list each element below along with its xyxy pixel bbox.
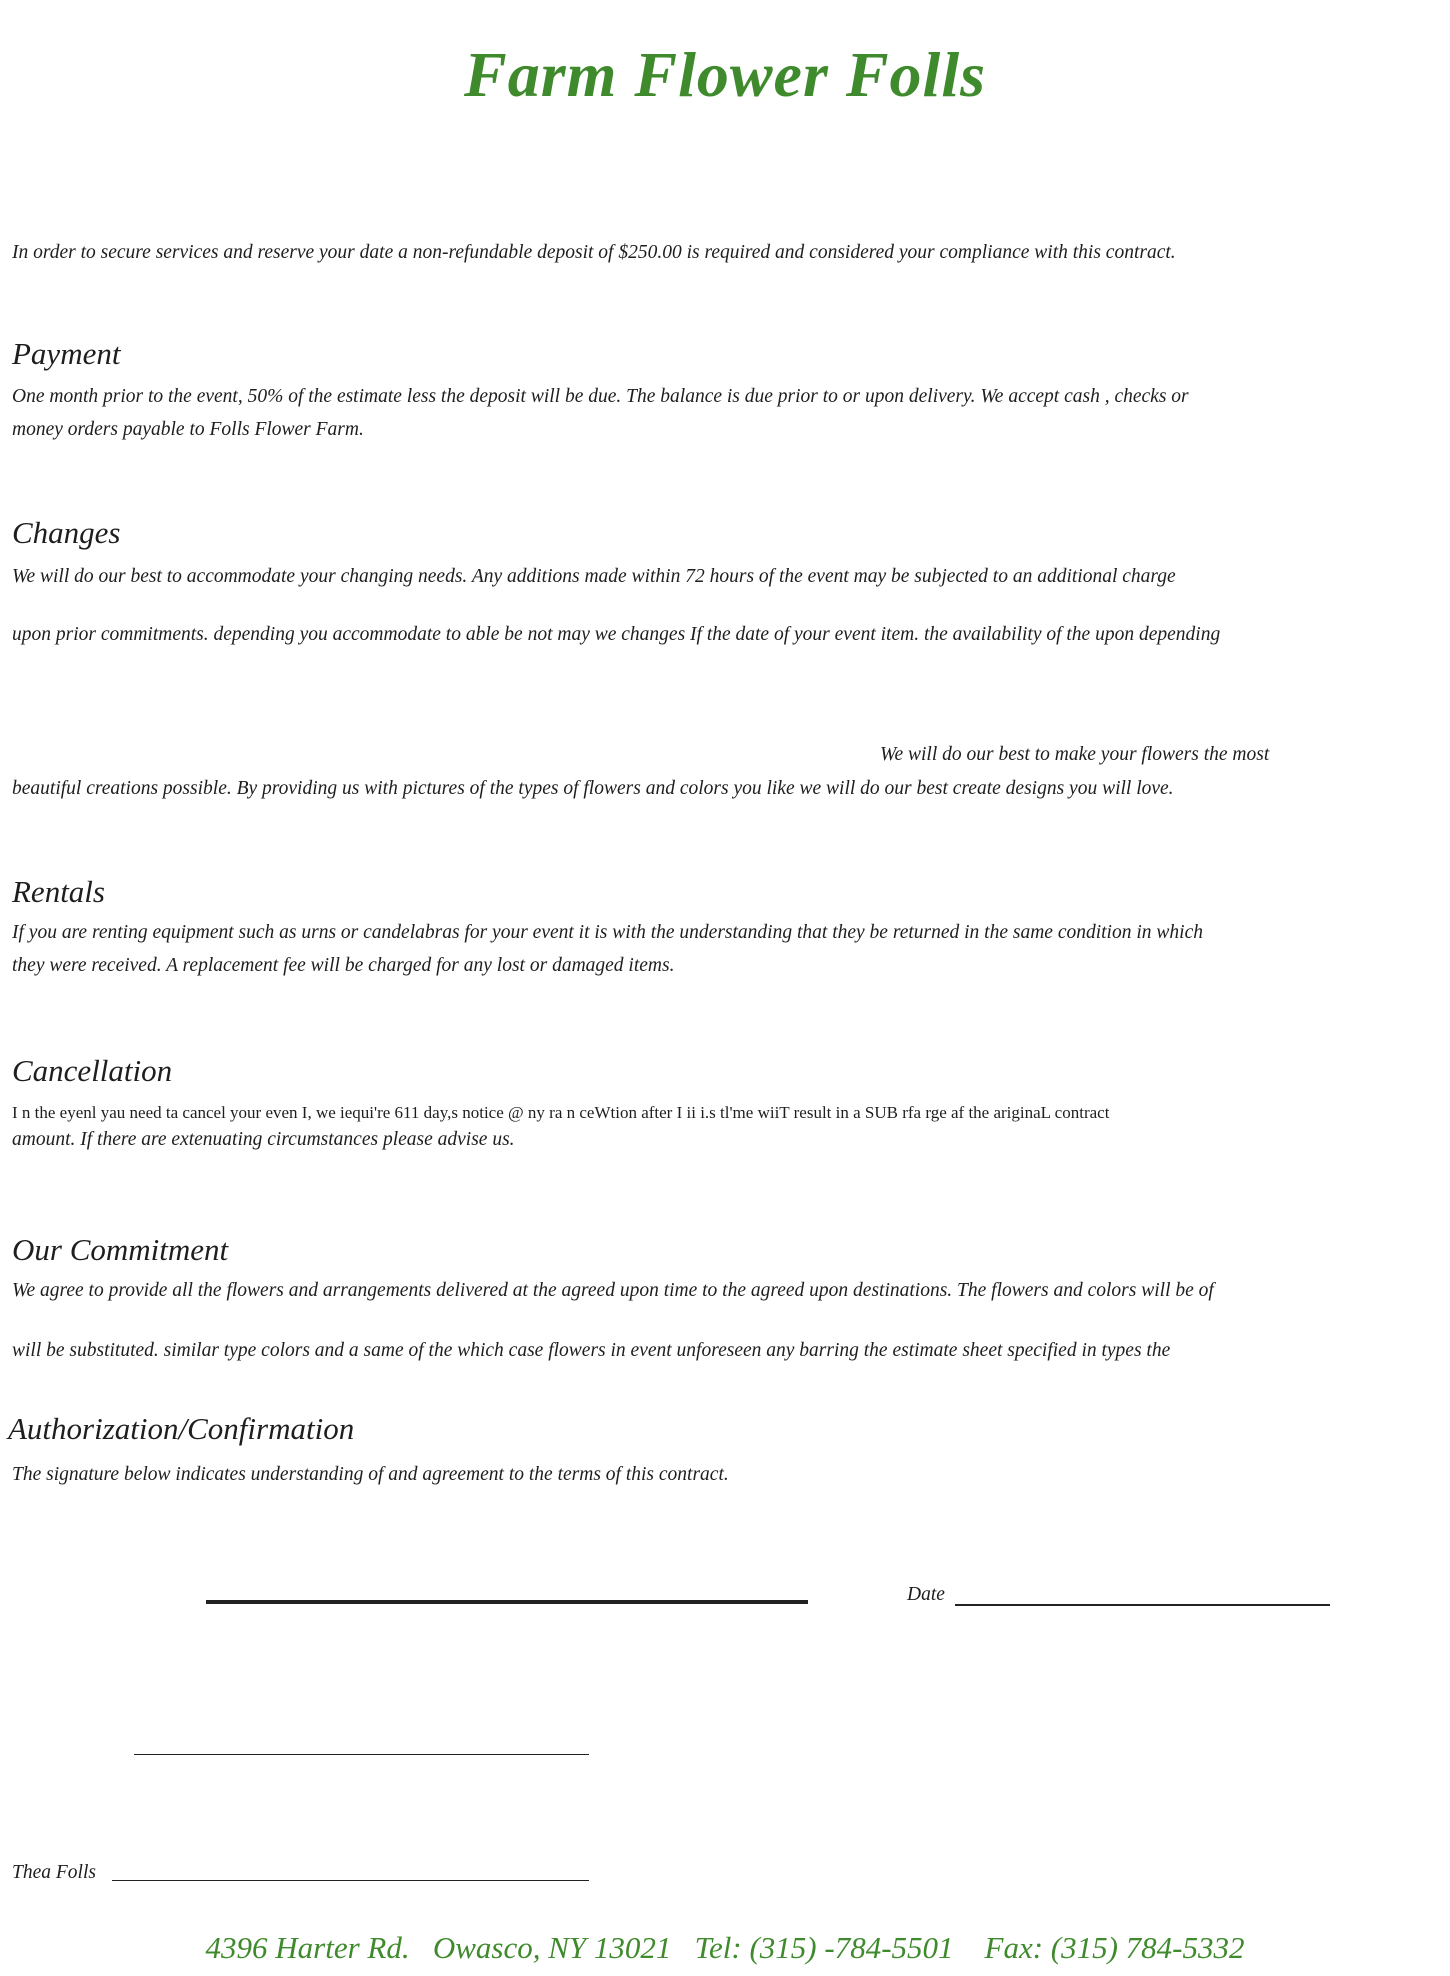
client-signature-line[interactable]: [206, 1600, 808, 1604]
commitment-line-1: We agree to provide all the flowers and arrangements delivered at the agreed upon time to the agreed upon destinations. The flowers and colors will be of: [12, 1280, 1214, 1301]
payment-heading: Payment: [12, 336, 121, 371]
changes-line-3: We will do our best to make your flowers the most: [880, 744, 1270, 765]
commitment-heading: Our Commitment: [12, 1232, 229, 1267]
date-label: Date: [907, 1584, 945, 1605]
authorization-heading: Authorization/Confirmation: [8, 1411, 355, 1446]
cancellation-heading: Cancellation: [12, 1053, 173, 1088]
changes-line-4: beautiful creations possible. By providing us with pictures of the types of flowers and colors you like we will do our best create designs you will love.: [12, 778, 1174, 799]
cancellation-line-2: amount. If there are extenuating circumstances please advise us.: [12, 1129, 515, 1150]
payment-line-2: money orders payable to Folls Flower Farm.: [12, 419, 364, 440]
changes-line-2: upon prior commitments. depending you accommodate to able be not may we changes If the date of your event item. the availability of the upon depending: [12, 624, 1221, 645]
farm-logo: Farm Flower Folls: [464, 39, 986, 110]
authorization-line-1: The signature below indicates understanding of and agreement to the terms of this contract.: [12, 1464, 729, 1485]
witness-signature-line[interactable]: [134, 1754, 589, 1755]
owner-label: Thea Folls: [12, 1862, 96, 1883]
rentals-line-1: If you are renting equipment such as urns or candelabras for your event it is with the understanding that they be returned in the same condition in which: [12, 922, 1203, 943]
payment-line-1: One month prior to the event, 50% of the estimate less the deposit will be due. The balance is due prior to or upon delivery. We accept cash , checks or: [12, 386, 1189, 407]
contact-footer: 4396 Harter Rd. Owasco, NY 13021 Tel: (315) -784-5501 Fax: (315) 784-5332: [205, 1930, 1245, 1965]
date-line[interactable]: [955, 1604, 1330, 1606]
owner-signature-line[interactable]: [112, 1880, 589, 1881]
changes-line-1: We will do our best to accommodate your changing needs. Any additions made within 72 hours of the event may be subjected to an additional charge: [12, 566, 1176, 587]
rentals-heading: Rentals: [12, 874, 105, 909]
changes-heading: Changes: [12, 515, 121, 550]
rentals-line-2: they were received. A replacement fee will be charged for any lost or damaged items.: [12, 955, 675, 976]
cancellation-line-1: I n the eyenl yau need ta cancel your even I, we iequi're 611 day,s notice @ ny ra n ceWtion after I ii i.s tl'me wiiT result in a SUB rfa rge af the ariginaL contract: [12, 1103, 1110, 1122]
intro-text: In order to secure services and reserve your date a non-refundable deposit of $250.00 is required and considered your compliance with this contract.: [12, 242, 1176, 263]
commitment-line-2: will be substituted. similar type colors and a same of the which case flowers in event unforeseen any barring the estimate sheet specified in types the: [12, 1340, 1171, 1361]
